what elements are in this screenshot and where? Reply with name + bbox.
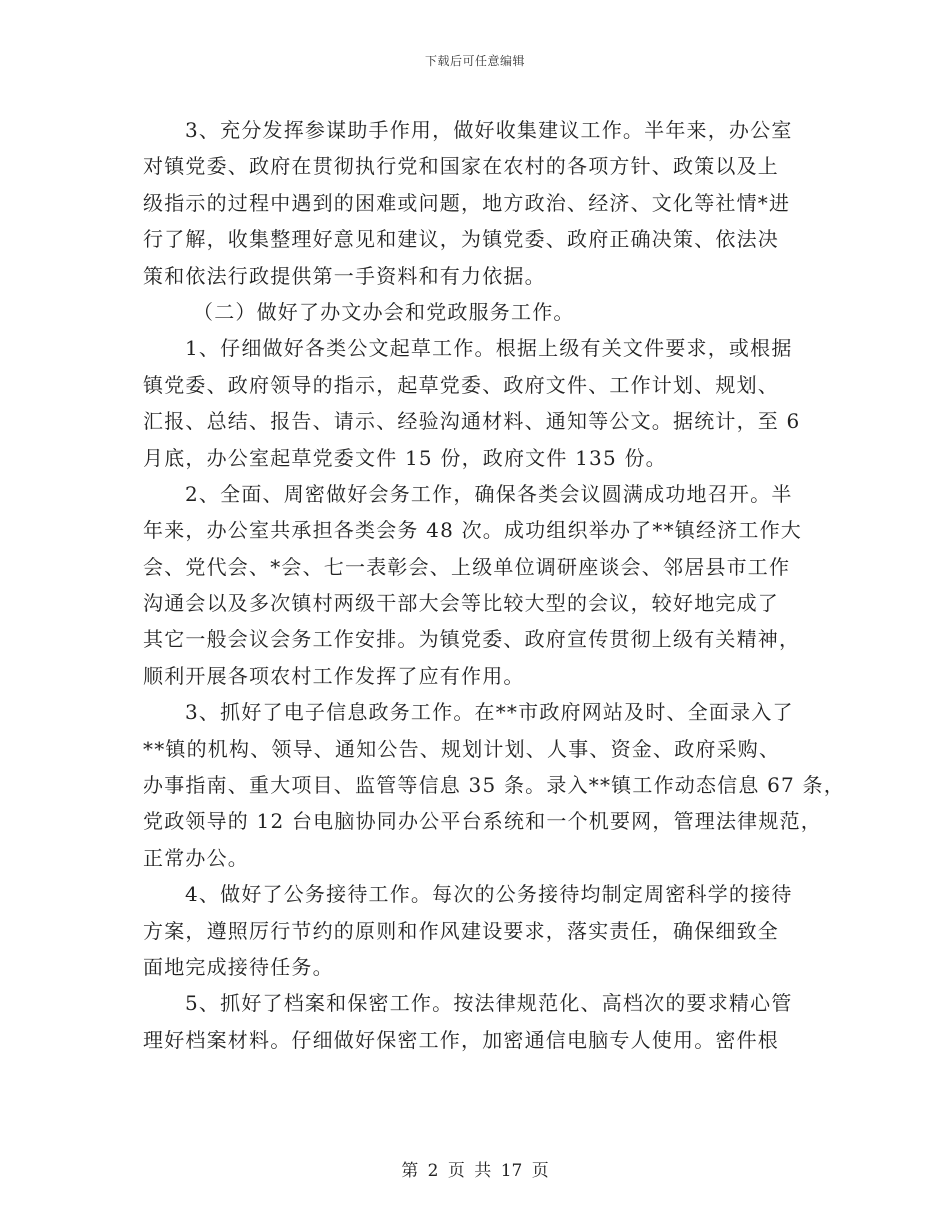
text-line: 镇党委、政府领导的指示，起草党委、政府文件、工作计划、规划、 bbox=[143, 372, 779, 397]
text-line: 面地完成接待任务。 bbox=[143, 954, 334, 979]
text-line: 行了解，收集整理好意见和建议，为镇党委、政府正确决策、依法决 bbox=[143, 227, 779, 252]
text-line: 1、仔细做好各类公文起草工作。根据上级有关文件要求，或根据 bbox=[185, 336, 793, 361]
text-line: 沟通会以及多次镇村两级干部大会等比较大型的会议，较好地完成了 bbox=[143, 591, 779, 616]
text-line: 对镇党委、政府在贯彻执行党和国家在农村的各项方针、政策以及上 bbox=[143, 154, 779, 179]
text-line: 3、抓好了电子信息政务工作。在**市政府网站及时、全面录入了 bbox=[185, 700, 794, 725]
text-line: 汇报、总结、报告、请示、经验沟通材料、通知等公文。据统计，至 6 bbox=[143, 409, 801, 434]
text-line: **镇的机构、领导、通知公告、规划计划、人事、资金、政府采购、 bbox=[143, 736, 781, 761]
text-line: 办事指南、重大项目、监管等信息 35 条。录入**镇工作动态信息 67 条， bbox=[143, 773, 845, 798]
page-header: 下载后可任意编辑 bbox=[424, 54, 525, 68]
page-number-footer: 第 2 页 共 17 页 bbox=[401, 1161, 549, 1181]
text-line: 级指示的过程中遇到的困难或问题，地方政治、经济、文化等社情*进 bbox=[143, 190, 791, 215]
text-line: 其它一般会议会务工作安排。为镇党委、政府宣传贯彻上级有关精神， bbox=[143, 627, 801, 652]
text-line: 3、充分发挥参谋助手作用，做好收集建议工作。半年来，办公室 bbox=[185, 118, 793, 142]
text-line: 5、抓好了档案和保密工作。按法律规范化、高档次的要求精心管 bbox=[185, 991, 793, 1016]
text-line: 4、做好了公务接待工作。每次的公务接待均制定周密科学的接待 bbox=[185, 882, 793, 907]
text-line: 理好档案材料。仔细做好保密工作，加密通信电脑专人使用。密件根 bbox=[143, 1027, 779, 1052]
text-line: 月底，办公室起草党委文件 15 份，政府文件 135 份。 bbox=[143, 445, 667, 470]
text-line: 2、全面、周密做好会务工作，确保各类会议圆满成功地召开。半 bbox=[185, 481, 793, 506]
text-line: 方案，遵照厉行节约的原则和作风建设要求，落实责任，确保细致全 bbox=[143, 918, 779, 943]
text-line: 年来，办公室共承担各类会务 48 次。成功组织举办了**镇经济工作大 bbox=[143, 518, 802, 543]
text-line: 正常办公。 bbox=[143, 845, 249, 870]
document-body bbox=[143, 112, 845, 1058]
text-line: 会、党代会、*会、七一表彰会、上级单位调研座谈会、邻居县市工作 bbox=[143, 554, 791, 579]
text-line: 党政领导的 12 台电脑协同办公平台系统和一个机要网，管理法律规范， bbox=[143, 809, 822, 834]
text-line: 策和依法行政提供第一手资料和有力依据。 bbox=[143, 263, 546, 288]
text-line: 顺利开展各项农村工作发挥了应有作用。 bbox=[143, 663, 525, 688]
section-heading: （二）做好了办文办会和党政服务工作。 bbox=[193, 299, 575, 324]
